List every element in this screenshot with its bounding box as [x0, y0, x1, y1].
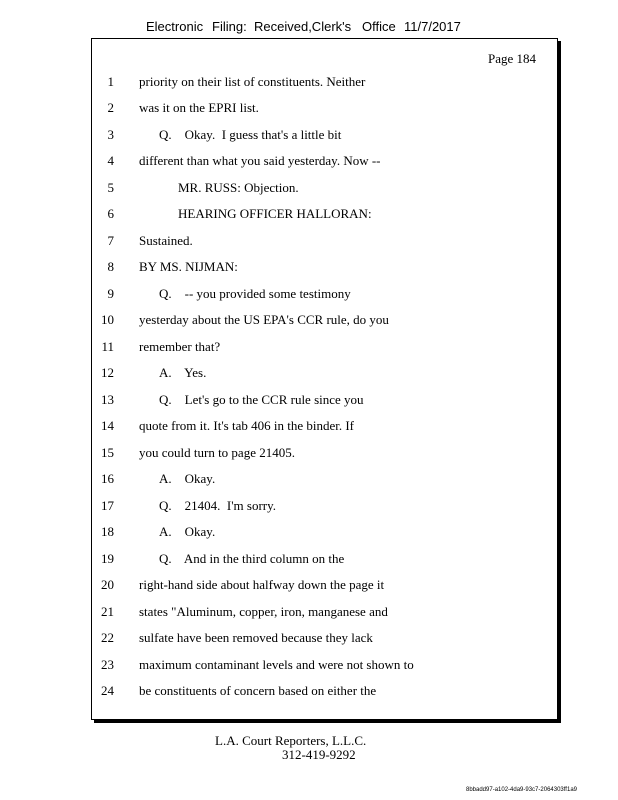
line-text: A. Yes.: [159, 365, 207, 380]
line-number: 8: [107, 259, 114, 274]
line-text: Q. And in the third column on the: [159, 551, 345, 566]
line-text: Q. -- you provided some testimony: [159, 286, 351, 301]
document-id: 8bbadd97-a102-4da9-93c7-2064303ff1a9: [466, 787, 577, 793]
line-number: 18: [101, 524, 114, 539]
line-number: 20: [101, 577, 114, 592]
line-number: 17: [101, 498, 114, 513]
line-number: 11: [101, 339, 114, 354]
line-text: sulfate have been removed because they lack: [139, 630, 373, 645]
line-number: 2: [107, 100, 114, 115]
line-text: Sustained.: [139, 233, 193, 248]
line-text: A. Okay.: [159, 471, 216, 486]
line-text: Q. 21404. I'm sorry.: [159, 498, 277, 513]
line-number: 12: [101, 365, 114, 380]
line-number: 5: [107, 180, 114, 195]
line-text: HEARING OFFICER HALLORAN:: [178, 206, 372, 221]
line-text: be constituents of concern based on either the: [139, 683, 377, 698]
line-number: 4: [107, 153, 114, 168]
line-text: different than what you said yesterday. Now --: [139, 153, 381, 168]
line-text: BY MS. NIJMAN:: [139, 259, 238, 274]
line-number: 19: [101, 551, 114, 566]
line-number: 23: [101, 657, 114, 672]
line-text: quote from it. It's tab 406 in the binder. If: [139, 418, 354, 433]
line-number: 21: [101, 604, 114, 619]
line-text: Q. Let's go to the CCR rule since you: [159, 392, 364, 407]
line-number: 14: [101, 418, 114, 433]
court-reporter-phone: 312-419-9292: [282, 747, 356, 762]
line-number: 9: [107, 286, 114, 301]
line-text: MR. RUSS: Objection.: [178, 180, 299, 195]
line-text: yesterday about the US EPA's CCR rule, do you: [139, 312, 389, 327]
filing-stamp-word-received: Received,Clerk's: [254, 19, 352, 34]
line-text: priority on their list of constituents. Neither: [139, 74, 366, 89]
filing-stamp-word-office: Office: [362, 19, 396, 34]
page-number: Page 184: [487, 51, 536, 66]
line-text: states "Aluminum, copper, iron, manganese and: [139, 604, 388, 619]
line-text: right-hand side about halfway down the page it: [139, 577, 385, 592]
line-number: 13: [101, 392, 114, 407]
filing-stamp-word-electronic: Electronic: [146, 19, 204, 34]
line-text: was it on the EPRI list.: [139, 100, 259, 115]
line-text: remember that?: [139, 339, 221, 354]
line-text: you could turn to page 21405.: [139, 445, 295, 460]
filing-stamp-date: 11/7/2017: [404, 19, 461, 34]
line-number: 1: [107, 74, 114, 89]
line-text: maximum contaminant levels and were not shown to: [139, 657, 414, 672]
line-number: 24: [101, 683, 114, 698]
line-number: 6: [107, 206, 114, 221]
line-number: 15: [101, 445, 114, 460]
line-number: 10: [101, 312, 114, 327]
filing-stamp: [0, 19, 618, 35]
line-number: 7: [107, 233, 114, 248]
line-text: Q. Okay. I guess that's a little bit: [159, 127, 342, 142]
line-number: 3: [107, 127, 114, 142]
line-text: A. Okay.: [159, 524, 216, 539]
line-number: 22: [101, 630, 114, 645]
line-number: 16: [101, 471, 114, 486]
filing-stamp-word-filing: Filing:: [212, 19, 247, 34]
court-reporter-name: L.A. Court Reporters, L.L.C.: [215, 733, 367, 748]
transcript-page: [91, 38, 558, 720]
